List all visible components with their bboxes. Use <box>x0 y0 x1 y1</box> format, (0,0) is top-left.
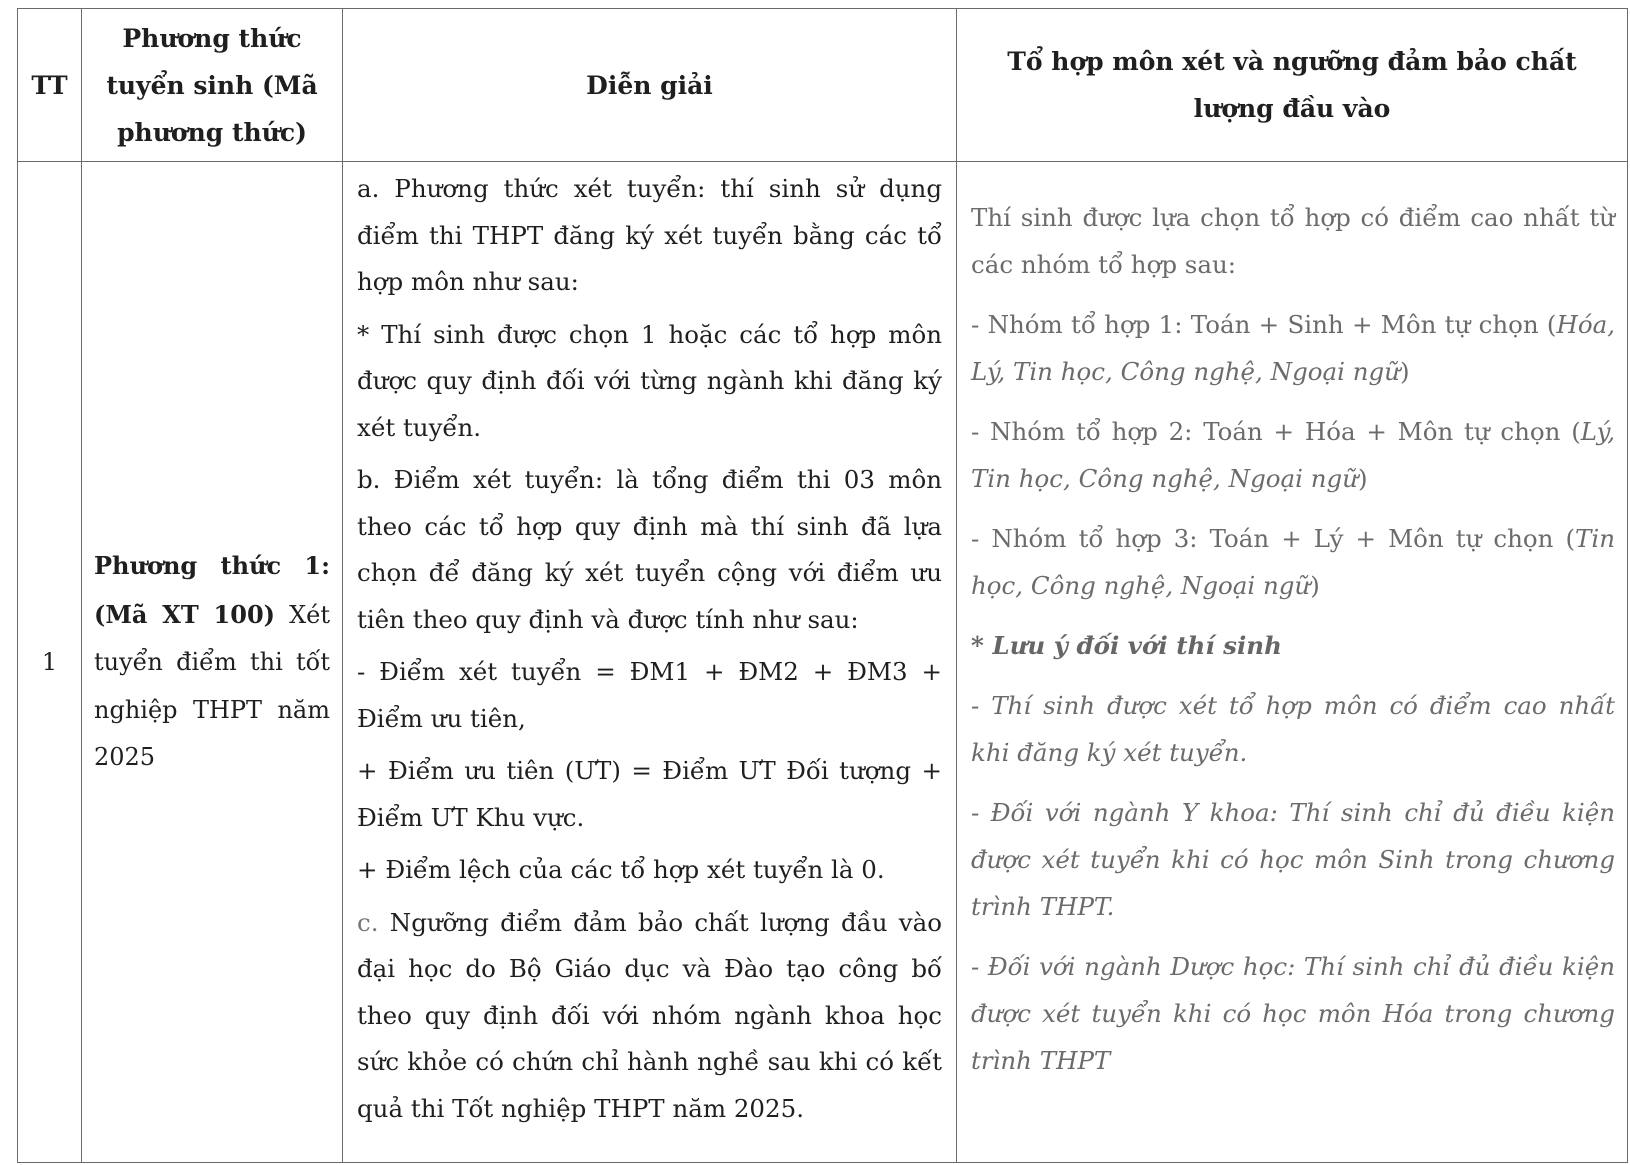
group-2-close: ) <box>1357 464 1368 493</box>
group-3-close: ) <box>1310 571 1320 600</box>
explanation-paragraph-a: a. Phương thức xét tuyển: thí sinh sử dụng điểm thi THPT đăng ký xét tuyển bằng các tổ hợp môn như sau: <box>357 174 942 296</box>
method-cell <box>82 162 343 1163</box>
criteria-note-3: - Đối với ngành Dược học: Thí sinh chỉ đủ điều kiện được xét tuyển khi có học môn Hóa trong chương trình THPT <box>971 952 1615 1075</box>
header-method: Phương thức tuyển sinh (Mã phương thức) <box>82 9 343 162</box>
criteria-group-1 <box>971 301 1615 395</box>
row-number: 1 <box>18 162 82 1163</box>
group-1-close: ) <box>1399 357 1410 386</box>
header-tt: TT <box>18 9 82 162</box>
criteria-group-2 <box>971 408 1615 502</box>
group-2-options: Lý, Tin học, Công nghệ, Ngoại ngữ <box>971 417 1615 493</box>
group-2-subjects: - Nhóm tổ hợp 2: Toán + Hóa + Môn tự chọn ( <box>971 417 1581 446</box>
criteria-note-2: - Đối với ngành Y khoa: Thí sinh chỉ đủ điều kiện được xét tuyển khi có học môn Sinh trong chương trình THPT. <box>971 798 1615 921</box>
explanation-paragraph-c <box>357 900 942 1133</box>
explanation-paragraph-b: b. Điểm xét tuyển: là tổng điểm thi 03 môn theo các tổ hợp quy định mà thí sinh đã lựa chọn để đăng ký xét tuyển cộng với điểm ưu tiên theo quy định và được tính như sau: <box>357 465 942 634</box>
group-1-options: Hóa, Lý, Tin học, Công nghệ, Ngoại ngữ <box>971 310 1615 386</box>
group-3-options: Tin học, Công nghệ, Ngoại ngữ <box>971 524 1615 600</box>
admission-table <box>17 8 1628 1163</box>
explanation-cell <box>343 162 957 1163</box>
table-row <box>18 162 1628 1163</box>
method-description: Xét tuyển điểm thi tốt nghiệp THPT năm 2025 <box>94 600 330 772</box>
paragraph-c-text: Ngưỡng điểm đảm bảo chất lượng đầu vào đại học do Bộ Giáo dục và Đào tạo công bố theo quy định đối với nhóm ngành khoa học sức khỏe có chứn chỉ hành nghề sau khi có kết quả thi Tốt nghiệp THPT năm 2025. <box>357 907 942 1123</box>
explanation-priority: + Điểm ưu tiên (ƯT) = Điểm ƯT Đối tượng + Điểm ƯT Khu vực. <box>357 756 942 832</box>
group-1-subjects: - Nhóm tổ hợp 1: Toán + Sinh + Môn tự chọn ( <box>971 310 1557 339</box>
criteria-intro: Thí sinh được lựa chọn tổ hợp có điểm cao nhất từ các nhóm tổ hợp sau: <box>971 203 1615 279</box>
criteria-note-heading: * Lưu ý đối với thí sinh <box>971 631 1282 660</box>
header-row <box>18 9 1628 162</box>
group-3-subjects: - Nhóm tổ hợp 3: Toán + Lý + Môn tự chọn ( <box>971 524 1576 553</box>
criteria-note-1: - Thí sinh được xét tổ hợp môn có điểm cao nhất khi đăng ký xét tuyển. <box>971 691 1615 767</box>
header-criteria: Tổ hợp môn xét và ngưỡng đảm bảo chất lượng đầu vào <box>957 9 1628 162</box>
explanation-paragraph-note: * Thí sinh được chọn 1 hoặc các tổ hợp môn được quy định đối với từng ngành khi đăng ký xét tuyển. <box>357 319 942 442</box>
paragraph-c-prefix: c. <box>357 907 379 937</box>
criteria-group-3 <box>971 515 1615 609</box>
explanation-formula: - Điểm xét tuyển = ĐM1 + ĐM2 + ĐM3 + Điểm ưu tiên, <box>357 657 942 733</box>
method-name: Phương thức 1: (Mã XT 100) <box>94 551 330 629</box>
criteria-cell <box>957 162 1628 1163</box>
header-explanation: Diễn giải <box>343 9 957 162</box>
explanation-offset: + Điểm lệch của các tổ hợp xét tuyển là 0. <box>357 855 885 884</box>
